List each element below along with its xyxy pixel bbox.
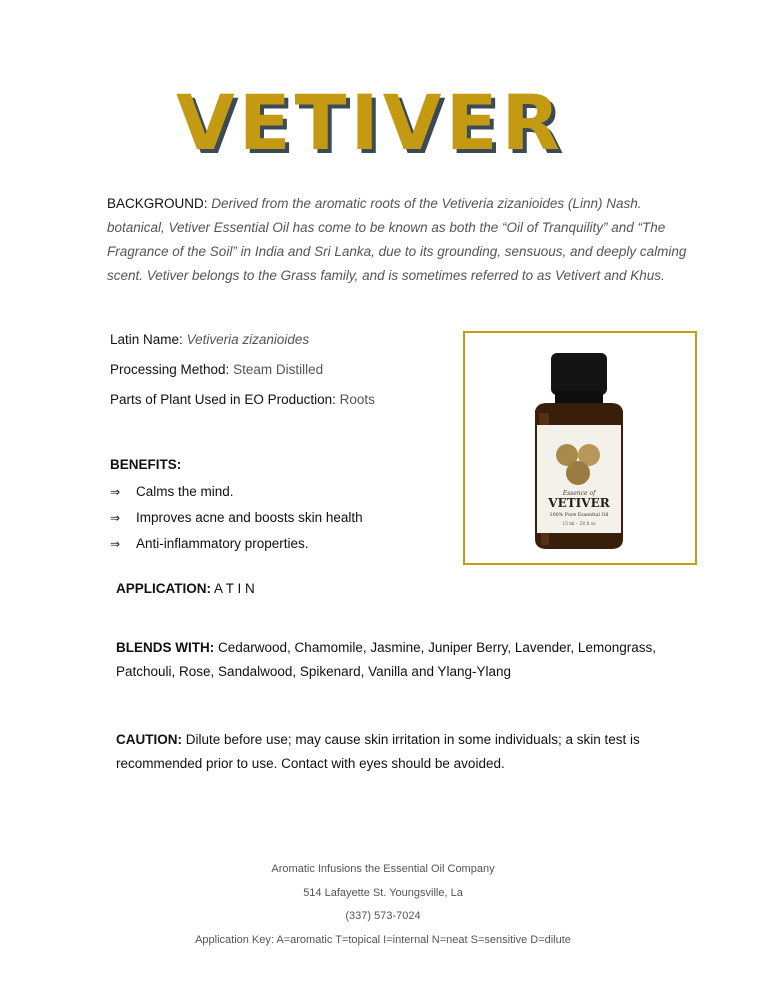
double-arrow-icon: ⇒ [110, 485, 121, 499]
list-item [110, 533, 363, 559]
background-label: BACKGROUND: [107, 196, 208, 211]
benefit-text: Calms the mind. [136, 484, 234, 499]
footer-company: Aromatic Infusions the Essential Oil Company [271, 863, 495, 875]
bottle-essence-text: Essence of [562, 490, 596, 497]
essential-oil-bottle-image [465, 333, 695, 563]
double-arrow-icon: ⇒ [110, 511, 121, 525]
bottle-size-text: 15 ml - .50 fl oz [562, 521, 596, 526]
double-arrow-icon: ⇒ [110, 537, 121, 551]
benefits-section [110, 455, 363, 559]
footer-phone: (337) 573-7024 [345, 910, 421, 922]
blends-paragraph [116, 636, 676, 684]
plant-parts-value: Roots [339, 392, 375, 407]
caution-paragraph [116, 728, 676, 776]
processing-method-value: Steam Distilled [233, 362, 324, 377]
page-title: VETIVER [175, 78, 565, 167]
latin-name-label: Latin Name: [110, 332, 183, 347]
benefits-heading: BENEFITS: [110, 457, 182, 472]
plant-parts-label: Parts of Plant Used in EO Production: [110, 392, 336, 407]
latin-name-row [110, 328, 375, 358]
list-item [110, 507, 363, 533]
bottle-name-text: VETIVER [548, 496, 610, 510]
footer-application-key: Application Key: A=aromatic T=topical I=internal N=neat S=sensitive D=dilute [195, 933, 571, 946]
footer [0, 858, 766, 952]
caution-label: CAUTION: [116, 732, 182, 747]
latin-name-value: Vetiveria zizanioides [186, 332, 310, 347]
background-text: Derived from the aromatic roots of the Vetiveria zizanioides (Linn) Nash. botanical, Vetiver Essential Oil has come to be known as both the “Oil of Tranquility” and “The Fragrance of the Soil” in India and Sri Lanka, due to its grounding, sensuous, and deeply calming scent. Vetiver belongs to the Grass family, and is sometimes referred to as Vetivert and Khus. [107, 196, 687, 283]
list-item [110, 481, 363, 507]
benefit-text: Anti-inflammatory properties. [136, 536, 309, 551]
application-value: A T I N [214, 581, 255, 596]
background-paragraph [107, 192, 692, 288]
bottle-pure-text: 100% Pure Essential Oil [549, 513, 609, 518]
application-label: APPLICATION: [116, 581, 211, 596]
processing-method-row [110, 358, 375, 388]
processing-method-label: Processing Method: [110, 362, 230, 377]
plant-parts-row [110, 388, 375, 418]
product-photo [463, 331, 697, 565]
blends-label: BLENDS WITH: [116, 640, 215, 655]
footer-address: 514 Lafayette St. Youngsville, La [303, 886, 463, 899]
facts-list [110, 328, 375, 418]
blends-text: Cedarwood, Chamomile, Jasmine, Juniper Berry, Lavender, Lemongrass, Patchouli, Rose, Sandalwood, Spikenard, Vanilla and Ylang-Ylang [116, 640, 656, 679]
application-line [116, 577, 255, 601]
benefit-text: Improves acne and boosts skin health [136, 510, 363, 525]
caution-text: Dilute before use; may cause skin irritation in some individuals; a skin test is recommended prior to use. Contact with eyes should be avoided. [116, 732, 640, 771]
